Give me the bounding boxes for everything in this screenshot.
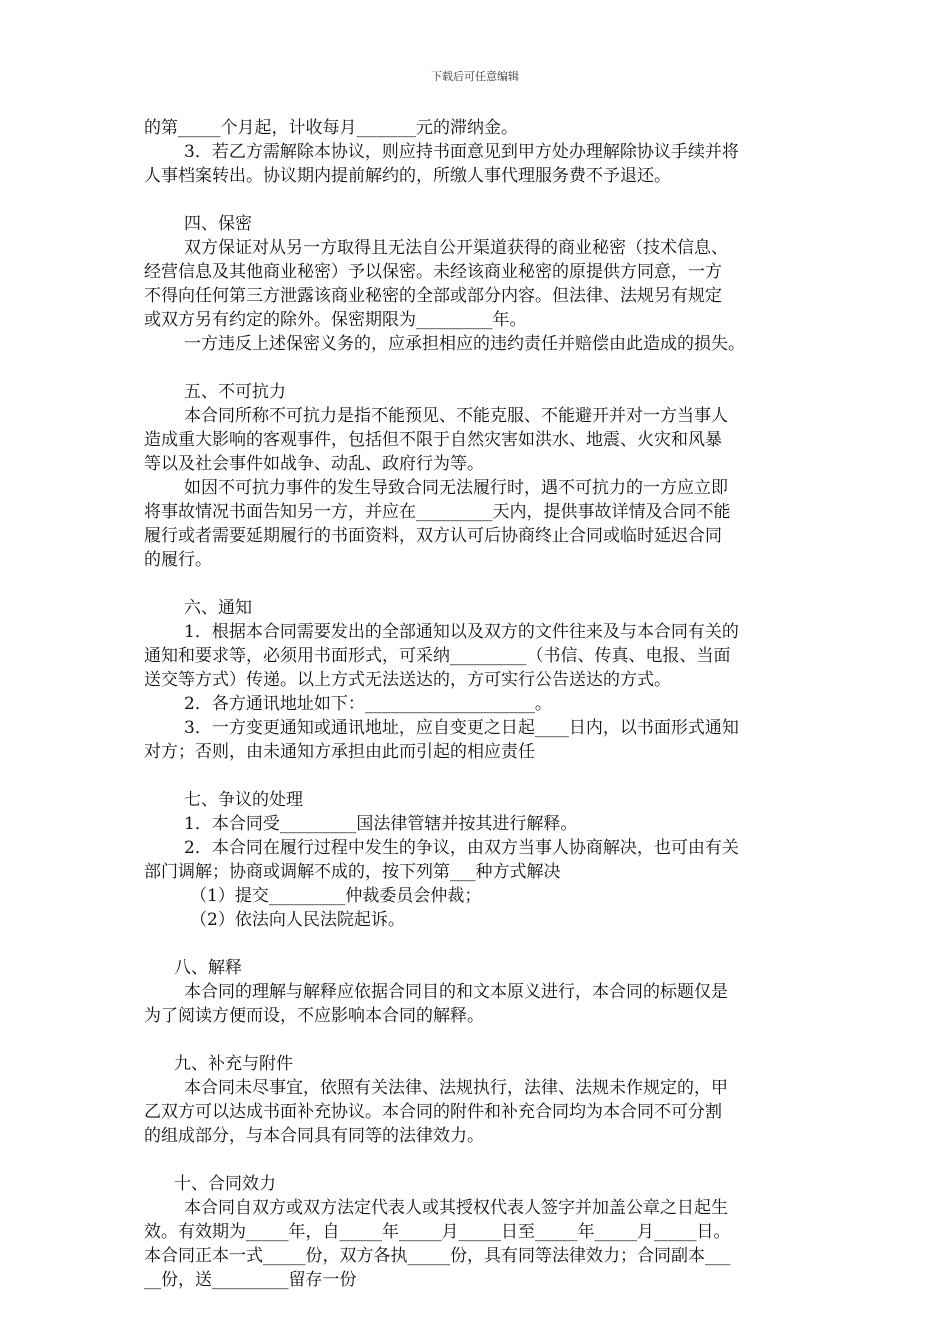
text-line: 经营信息及其他商业秘密）予以保密。未经该商业秘密的原提供方同意，一方 [144,262,722,282]
text-line: 1．根据本合同需要发出的全部通知以及双方的文件往来及与本合同有关的 [184,622,739,642]
text-line: 七、争议的处理 [184,790,303,810]
text-line: 对方；否则，由未通知方承担由此而引起的相应责任 [144,742,535,762]
text-line: 本合同正本一式_____份，双方各执_____份，具有同等法律效力；合同副本___ [144,1246,731,1266]
text-line: 将事故情况书面告知另一方，并应在_________天内，提供事故详情及合同不能 [144,502,731,522]
text-line: 等以及社会事件如战争、动乱、政府行为等。 [144,454,484,474]
blank-line [144,1148,812,1172]
text-line: 五、不可抗力 [184,382,286,402]
text-line: 的第_____个月起，计收每月_______元的滞纳金。 [144,118,518,138]
blank-line [144,932,812,956]
text-line: 履行或者需要延期履行的书面资料，双方认可后协商终止合同或临时延迟合同 [144,526,722,546]
blank-line [144,764,812,788]
text-line: 八、解释 [174,958,242,978]
text-line: 人事档案转出。协议期内提前解约的，所缴人事代理服务费不予退还。 [144,166,671,186]
text-line: 2．本合同在履行过程中发生的争议，由双方当事人协商解决，也可由有关 [184,838,739,858]
blank-line [144,572,812,596]
text-line: 不得向任何第三方泄露该商业秘密的全部或部分内容。但法律、法规另有规定 [144,286,722,306]
page-header: 下载后可任意编辑 [431,70,519,83]
blank-line [144,1028,812,1052]
text-line: 本合同未尽事宜，依照有关法律、法规执行，法律、法规未作规定的，甲 [184,1078,728,1098]
text-line: 部门调解；协商或调解不成的，按下列第___种方式解决 [144,862,561,882]
text-line: 的组成部分，与本合同具有同等的法律效力。 [144,1126,484,1146]
text-line: 本合同自双方或双方法定代表人或其授权代表人签字并加盖公章之日起生 [184,1198,728,1218]
text-line: 四、保密 [184,214,252,234]
text-line: 的履行。 [144,550,212,570]
text-line: 效。有效期为_____年，自_____年_____月_____日至_____年_____月_____日。 [144,1222,731,1242]
text-line: 本合同所称不可抗力是指不能预见、不能克服、不能避开并对一方当事人 [184,406,728,426]
text-line: 本合同的理解与解释应依据合同目的和文本原义进行，本合同的标题仅是 [184,982,728,1002]
document-body [144,116,812,1292]
text-line: 3．若乙方需解除本协议，则应持书面意见到甲方处办理解除协议手续并将 [184,142,739,162]
text-line: 如因不可抗力事件的发生导致合同无法履行时，遇不可抗力的一方应立即 [184,478,728,498]
text-line: 为了阅读方便而设，不应影响本合同的解释。 [144,1006,484,1026]
text-line: 一方违反上述保密义务的，应承担相应的违约责任并赔偿由此造成的损失。 [184,334,745,354]
blank-line [144,188,812,212]
text-line: 通知和要求等，必须用书面形式，可采纳_________（书信、传真、电报、当面 [144,646,731,666]
text-line: （2）依法向人民法院起诉。 [190,910,405,930]
text-line: 1．本合同受_________国法律管辖并按其进行解释。 [184,814,578,834]
text-line: 乙双方可以达成书面补充协议。本合同的附件和补充合同均为本合同不可分割 [144,1102,722,1122]
text-line: 六、通知 [184,598,252,618]
text-line: 或双方另有约定的除外。保密期限为_________年。 [144,310,527,330]
text-line: 送交等方式）传递。以上方式无法送达的，方可实行公告送达的方式。 [144,670,671,690]
text-line: 九、补充与附件 [174,1054,293,1074]
text-line: 2．各方通讯地址如下：____________________。 [184,694,552,714]
text-line: 3．一方变更通知或通讯地址，应自变更之日起____日内，以书面形式通知 [184,718,739,738]
text-line: 十、合同效力 [174,1174,276,1194]
blank-line [144,356,812,380]
text-line: 造成重大影响的客观事件，包括但不限于自然灾害如洪水、地震、火灾和风暴 [144,430,722,450]
text-line: （1）提交_________仲裁委员会仲裁； [190,886,482,906]
text-line: __份，送_________留存一份 [144,1270,357,1290]
text-line: 双方保证对从另一方取得且无法自公开渠道获得的商业秘密（技术信息、 [184,238,728,258]
